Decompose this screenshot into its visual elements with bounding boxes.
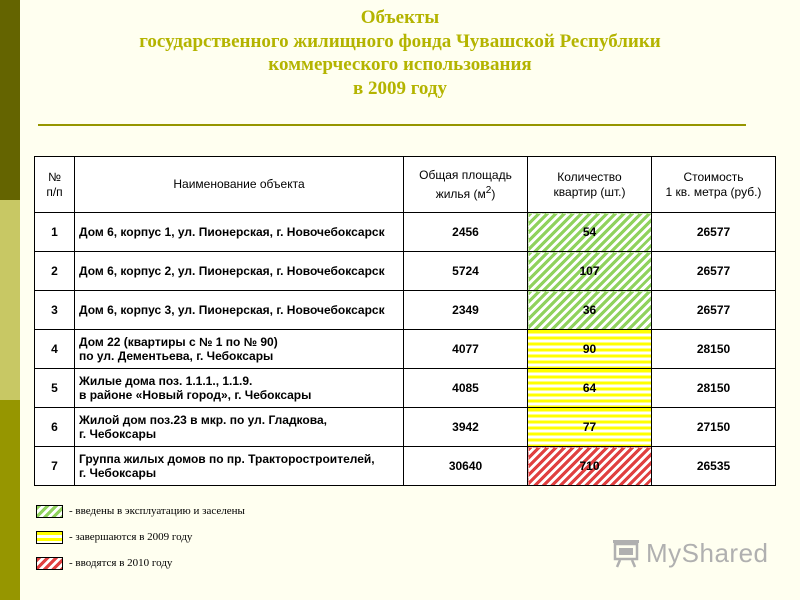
cell-price: 28150 [652,330,776,369]
title-line-1: Объекты [360,7,440,28]
housing-table [34,156,776,486]
projector-screen-icon [610,537,642,569]
cell-name [75,369,404,408]
cell-num: 4 [35,330,75,369]
title-line-2: государственного жилищного фонда Чувашской Республики [139,30,661,52]
cell-name [75,291,404,330]
cell-area: 2456 [404,213,528,252]
table-row [35,291,776,330]
cell-name-line: Дом 22 (квартиры с № 1 по № 90) [79,335,278,349]
cell-name-line: Жилой дом поз.23 в мкр. по ул. Гладкова, [79,413,327,427]
title-line-4: в 2009 году [353,77,447,99]
cell-count: 90 [528,330,652,369]
cell-num: 1 [35,213,75,252]
page-title [30,6,770,100]
sidebar-stripe-middle [0,200,20,400]
cell-name [75,213,404,252]
cell-name-line: Жилые дома поз. 1.1.1., 1.1.9. [79,374,253,388]
cell-count: 64 [528,369,652,408]
title-line-3: коммерческого использования [268,54,532,75]
header-price: Стоимость 1 кв. метра (руб.) [652,157,776,213]
legend-label: - вводятся в 2010 году [69,557,173,569]
header-num: № п/п [35,157,75,213]
cell-count: 710 [528,447,652,486]
header-name: Наименование объекта [75,157,404,213]
cell-price: 26535 [652,447,776,486]
cell-name-line: Дом 6, корпус 1, ул. Пионерская, г. Новочебоксарск [79,225,385,239]
cell-name [75,252,404,291]
table-header-row [35,157,776,213]
sidebar-stripe-top [0,0,20,200]
legend-item-completed [36,503,245,519]
cell-count: 36 [528,291,652,330]
cell-name-line: в районе «Новый город», г. Чебоксары [79,388,312,402]
cell-name-line: г. Чебоксары [79,466,157,480]
cell-name-line: по ул. Дементьева, г. Чебоксары [79,349,274,363]
table-row [35,408,776,447]
cell-num: 7 [35,447,75,486]
cell-num: 2 [35,252,75,291]
cell-num: 3 [35,291,75,330]
legend-item-2010 [36,555,245,571]
table-body [35,213,776,486]
cell-name-line: Дом 6, корпус 2, ул. Пионерская, г. Новочебоксарск [79,264,385,278]
cell-price: 26577 [652,291,776,330]
cell-name [75,330,404,369]
cell-area: 2349 [404,291,528,330]
cell-price: 27150 [652,408,776,447]
cell-area: 4085 [404,369,528,408]
cell-price: 28150 [652,369,776,408]
legend-label: - завершаются в 2009 году [69,531,193,543]
cell-area: 5724 [404,252,528,291]
myshared-logo [610,537,769,569]
header-count: Количество квартир (шт.) [528,157,652,213]
table-row [35,330,776,369]
header-area: Общая площадь жилья $(м^2)$ [404,157,528,213]
table-row [35,447,776,486]
cell-area: 30640 [404,447,528,486]
cell-num: 5 [35,369,75,408]
cell-name-line: г. Чебоксары [79,427,157,441]
cell-num: 6 [35,408,75,447]
cell-price: 26577 [652,252,776,291]
legend-label: - введены в эксплуатацию и заселены [69,505,245,517]
legend-item-finishing [36,529,245,545]
cell-count: 77 [528,408,652,447]
cell-price: 26577 [652,213,776,252]
cell-area: 4077 [404,330,528,369]
legend-swatch-green [36,505,63,518]
cell-count: 54 [528,213,652,252]
cell-area: 3942 [404,408,528,447]
title-divider [38,124,746,126]
legend [36,503,245,581]
sidebar-stripe-bottom [0,400,20,600]
table-row [35,213,776,252]
table-row [35,369,776,408]
cell-name [75,408,404,447]
cell-name-line: Группа жилых домов по пр. Тракторостроителей, [79,452,375,466]
cell-count: 107 [528,252,652,291]
cell-name-line: Дом 6, корпус 3, ул. Пионерская, г. Новочебоксарск [79,303,385,317]
logo-text: MyShared [646,537,769,568]
legend-swatch-yellow [36,531,63,544]
legend-swatch-red [36,557,63,570]
table-row [35,252,776,291]
cell-name [75,447,404,486]
